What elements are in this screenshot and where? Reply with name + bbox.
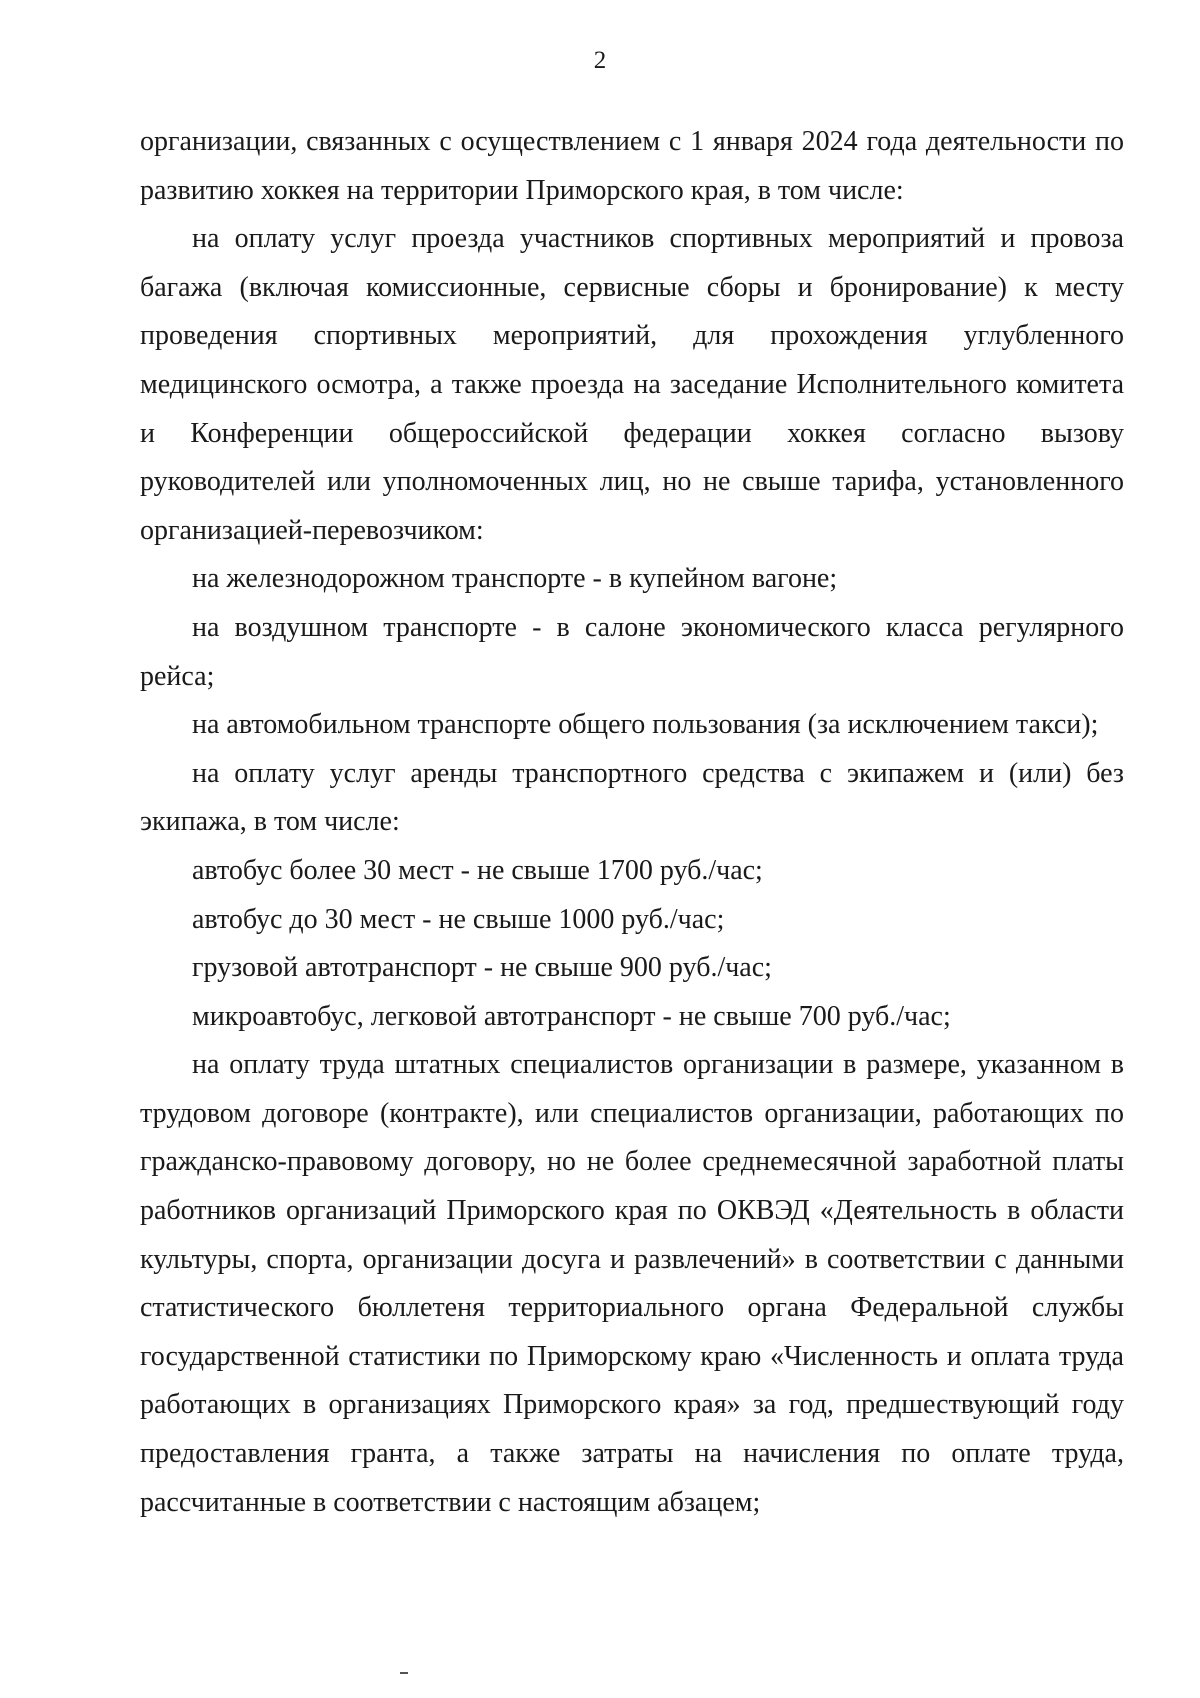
paragraph-bus-over-30: автобус более 30 мест - не свыше 1700 руб./час; [192, 854, 763, 886]
paragraph-staff-salary: на оплату труда штатных специалистов организации в размере, указанном в трудовом договоре (контракте), или специалистов организации, работающих по гражданско-правовому договору, но не более среднемесячной заработной платы работников организаций Приморского края по ОКВЭД «Деятельность в области культуры, спорта, организации досуга и развлечений» в соответствии с данными статистического бюллетеня территориального органа Федеральной службы государственной статистики по Приморскому краю «Численность и оплата труда работающих в организациях Приморского края» за год, предшествующий году предоставления гранта, а также затраты на начисления по оплате труда, рассчитанные в соответствии с настоящим абзацем; [140, 1049, 1124, 1518]
page-number: 2 [593, 47, 607, 74]
paragraph-air-transport: на воздушном транспорте - в салоне экономического класса регулярного рейса; [140, 611, 1124, 692]
paragraph-minibus-car: микроавтобус, легковой автотранспорт - не свыше 700 руб./час; [192, 1000, 951, 1032]
paragraph-travel-expenses: на оплату услуг проезда участников спортивных мероприятий и провоза багажа (включая комиссионные, сервисные сборы и бронирование) к месту проведения спортивных мероприятий, для прохождения углубленного медицинского осмотра, а также проезда на заседание Исполнительного комитета и Конференции общероссийской федерации хоккея согласно вызову руководителей или уполномоченных лиц, но не свыше тарифа, установленного организацией-перевозчиком: [140, 223, 1124, 546]
paragraph-truck: грузовой автотранспорт - не свыше 900 руб./час; [192, 952, 772, 984]
paragraph-continuation: организации, связанных с осуществлением с 1 января 2024 года деятельности по развитию хоккея на территории Приморского края, в том числе: [140, 126, 1124, 206]
scan-artifact [400, 1672, 408, 1674]
paragraph-rail-transport: на железнодорожном транспорте - в купейном вагоне; [192, 563, 838, 595]
paragraph-road-transport: на автомобильном транспорте общего пользования (за исключением такси); [192, 709, 1099, 741]
paragraph-vehicle-rental: на оплату услуг аренды транспортного средства с экипажем и (или) без экипажа, в том числе: [140, 757, 1124, 838]
document-body [140, 118, 1124, 1527]
paragraph-bus-up-to-30: автобус до 30 мест - не свыше 1000 руб./час; [192, 903, 725, 935]
